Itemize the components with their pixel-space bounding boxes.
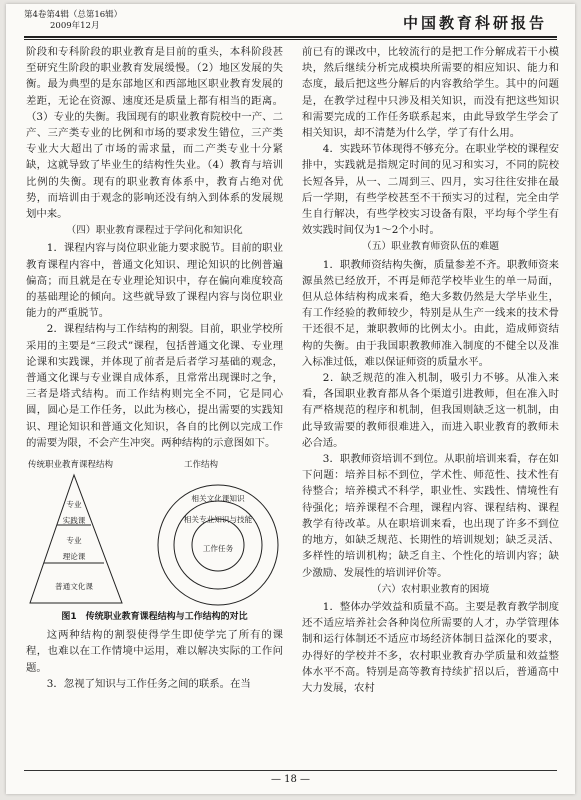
pyramid-top-label: 专业 实践课 bbox=[62, 500, 86, 526]
issue-date: 2009年12月 bbox=[50, 21, 100, 31]
page-number: — 18 — bbox=[270, 774, 311, 785]
paragraph: 3．职教师资培训不到位。从职前培训来看，存在如下问题：培养目标不到位，学术性、师范性、技术性有待整合；培养模式不科学，职业性、实践性、情境性有待强化；培养课程不合理，课程内容、课程结构、课程教学有待改革。从在职培训来看，也出现了许多不到位的地方，如缺乏规范、长期性的培训规划；缺乏灵活、多样性的培训机构；缺乏自主、个性化的培训内容；缺少激励、发展性的培训评价等。 bbox=[302, 453, 559, 579]
ring-outer-label: 相关文化课知识 bbox=[191, 494, 245, 504]
left-column bbox=[26, 44, 283, 692]
section-heading: （六）农村职业教育的困境 bbox=[371, 583, 490, 595]
pyramid-mid-label: 专业 理论课 bbox=[62, 536, 86, 562]
journal-title: 中国教育科研报告 bbox=[402, 14, 547, 32]
footer-rule bbox=[24, 770, 557, 771]
paragraph: 4．实践环节体现得不够充分。在职业学校的课程安排中，实践就是指规定时间的见习和实习，不同的院校长短各异，从一、二周到三、四月，实习往往安排在最后一学期，有些学校甚至不干预实习的过程，完全由学生自行解决，有些学校实习设备有限，平均每个学生有效实践时间仅为1～2个小时。 bbox=[302, 143, 559, 237]
figure-1 bbox=[26, 457, 283, 607]
paragraph: 2．课程结构与工作结构的割裂。目前，职业学校所采用的主要是“三段式”课程，包括普通文化课、专业理论课和实践课，并体现了前者是后者学习基础的观念，普通文化课与专业课自成体系，且常常出现课时之争，三者是塔式结构。而工作结构则完全不同，它是同心圆，圆心是工作任务，以此为核心，提出需要的实践知识、理论知识和普通文化知识，各自的比例以完成工作的需要为限，不会产生冲突。两种结构的示意图如下。 bbox=[26, 323, 283, 449]
paragraph: 这两种结构的割裂使得学生即使学完了所有的课程，也难以在工作情境中运用，难以解决实际的工作问题。 bbox=[26, 629, 283, 674]
figure-right-caption: 工作结构 bbox=[184, 460, 219, 471]
paragraph: 前已有的课改中，比较流行的是把工作分解成若干小模块，然后继续分析完成模块所需要的相应知识、能力和态度，最后把这些分解后的内容教给学生。其中的问题是，在教学过程中只涉及相关知识，而没有把这些知识和需要完成的工作任务联系起来，由此导致学生学会了相关知识，却不清楚为什么学，学了有什么用。 bbox=[302, 46, 559, 140]
paragraph: 阶段和专科阶段的职业教育是目前的重头，本科阶段甚至研究生阶段的职业教育发展缓慢。（2）地区发展的失衡。最为典型的是东部地区和西部地区职业教育发展的差距，无论在资源、速度还是质量上都有相当的距离。（3）专业的失衡。我国现有的职业教育院校中一产、二产、三产类专业的比例和市场的要求发生错位，三产类专业大大超出了市场的需求量，而二产类专业十分紧缺，这就导致了毕业生的结构性失业。（4）教育与培训比例的失衡。现有的职业教育体系中，教育占绝对优势，而培训由于观念的影响还没有纳入到体系的发展规划中来。 bbox=[26, 46, 283, 221]
page-footer bbox=[6, 774, 575, 785]
paragraph: 3．忽视了知识与工作任务之间的联系。在当 bbox=[46, 677, 251, 690]
issue-number: 第4卷第4辑（总第16辑） bbox=[24, 10, 123, 20]
right-column bbox=[302, 44, 559, 696]
paragraph: 1．职教师资结构失衡，质量参差不齐。职教师资来源虽然已经放开，不再是师范学校毕业生的单一局面，但从总体结构构成来看，绝大多数仍然是大学毕业生，有工作经验的教师较少，特别是从生产一线来的技术骨干还很不足，兼职教师的比例太小。由此，造成师资结构的失衡。由于我国职教教师准入制度的不健全以及准入标准过低，难以保证师资的质量水平。 bbox=[302, 258, 559, 368]
page-header bbox=[24, 10, 557, 40]
ring-middle-label: 相关专业知识与技能 bbox=[183, 515, 253, 525]
figure-title: 图1 传统职业教育课程结构与工作结构的对比 bbox=[61, 612, 248, 623]
journal-page bbox=[6, 4, 575, 794]
paragraph: 1．整体办学效益和质量不高。主要是教育教学制度还不适应培养社会各种岗位所需要的人才，办学管理体制和运行体制还不适应市场经济体制日益深化的要求，办得好的学校并不多，农村职业教育办学质量和效益整体水平不高。特别是高等教育持续扩招以后，普通高中大力发展，农村 bbox=[302, 600, 559, 694]
paragraph: 1．课程内容与岗位职业能力要求脱节。目前的职业教育课程内容中，普通文化知识、理论知识的比例普遍偏高；而且就是在专业理论知识中，存在偏向难度较高的基础理论的倾向。这些就导致了课程内容与岗位职业能力的严重脱节。 bbox=[26, 242, 283, 320]
ring-core-label: 工作任务 bbox=[202, 544, 234, 554]
section-heading: （四）职业教育课程过于学问化和知识化 bbox=[66, 225, 243, 237]
section-heading: （五）职业教育师资队伍的难题 bbox=[361, 241, 500, 253]
issue-info bbox=[24, 10, 122, 32]
header-rule-thin bbox=[24, 39, 557, 40]
header-rule bbox=[24, 36, 557, 38]
paragraph: 2．缺乏规范的准入机制，吸引力不够。从准入来看，各国职业教育都从各个渠道引进教师，但在准入时有严格规范的程序和机制，但我国则缺乏这一机制，由此导致需要的教师很难进入，而进入职业教育的教师未必合适。 bbox=[302, 372, 559, 449]
figure-left-caption: 传统职业教育课程结构 bbox=[28, 460, 114, 471]
pyramid-bottom-label: 普通文化课 bbox=[55, 582, 93, 592]
